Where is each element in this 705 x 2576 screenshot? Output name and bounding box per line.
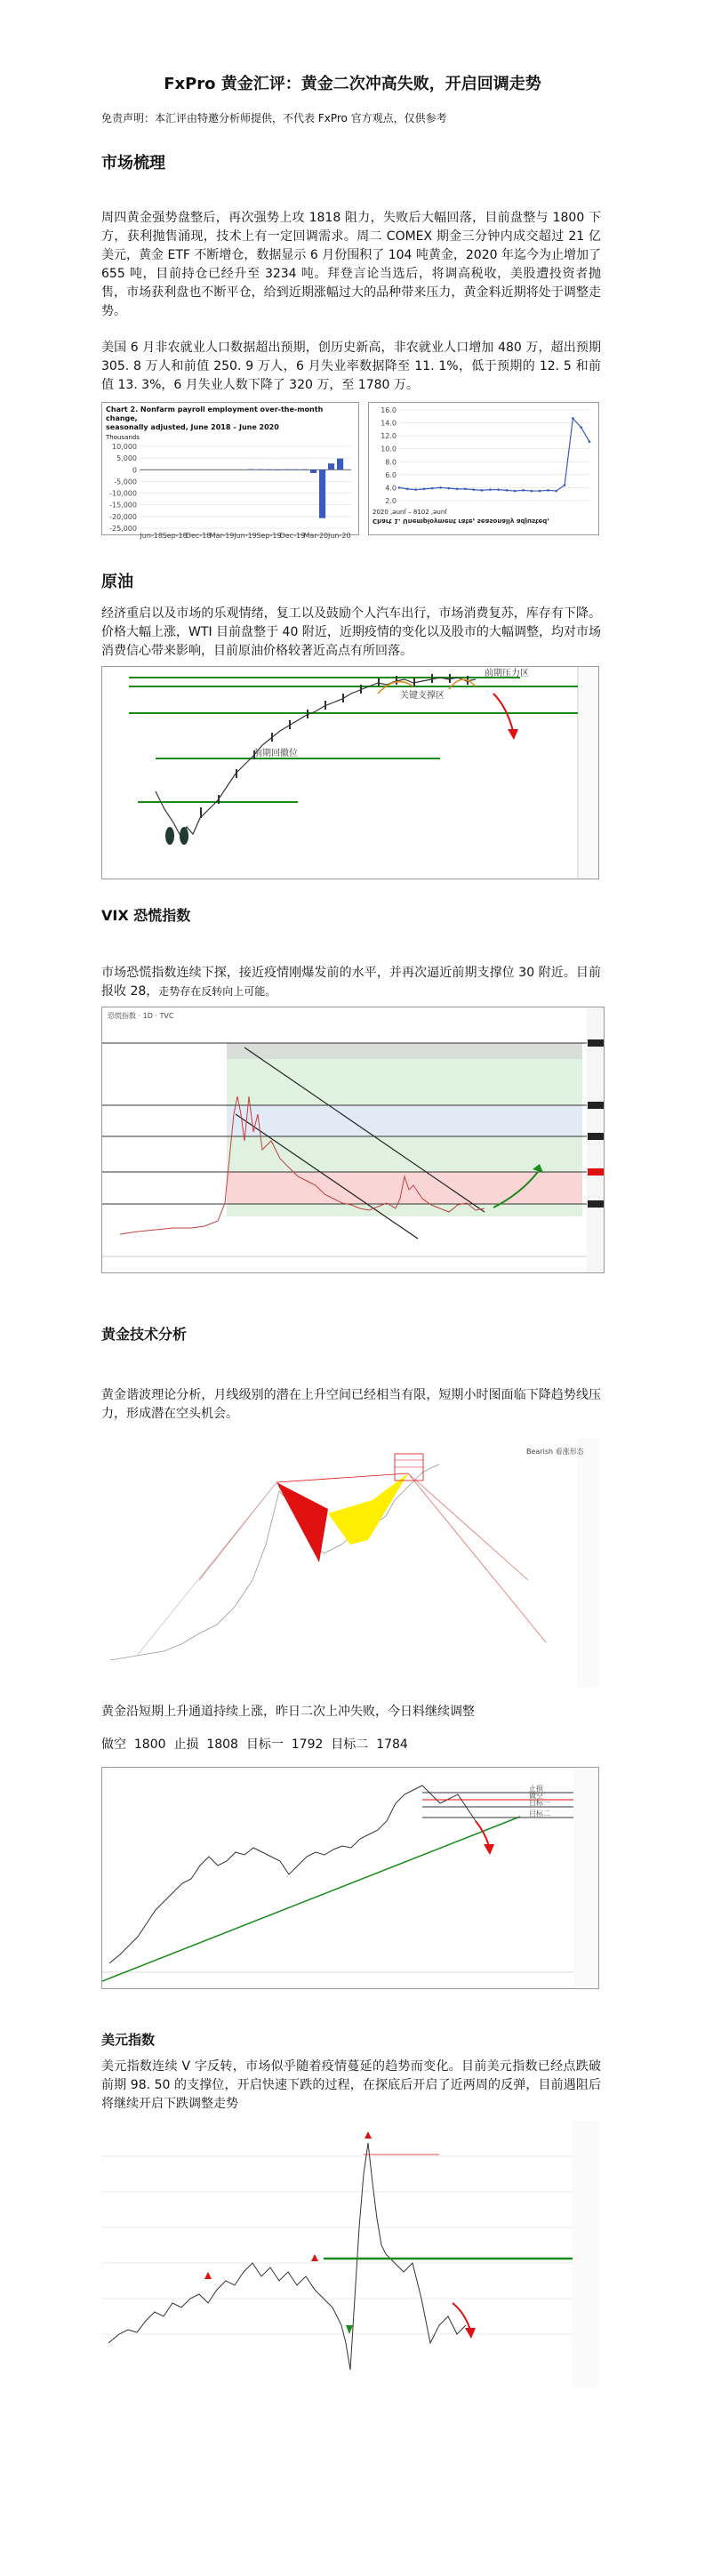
gold-target1-label: 目标一 [529,1799,550,1807]
unemployment-ytick-label: 10.0 [381,445,397,453]
payroll-xtick-label: Jun-20 [327,532,351,540]
section-heading-oil: 原油 [101,573,133,591]
usd-index-svg [101,2121,599,2387]
gold-pattern-label: Bearish 看涨形态 [526,1448,584,1456]
payroll-charts-row [101,402,599,540]
payroll-bar [266,469,272,470]
unemployment-point [406,488,409,491]
gold-paragraph-1: 黄金谐波理论分析，月线级别的潜在上升空间已经相当有限，短期小时图面临下降趋势线压力，形成潜在空头机会。 [101,1388,601,1421]
unemployment-caption-line2: Chart 1. Unemployment rate, seasonally adjusted, [373,518,549,525]
unemployment-point [580,426,582,429]
article-title: FxPro 黄金汇评：黄金二次冲高失败，开启回调走势 [164,75,541,93]
unemployment-ytick-label: 2.0 [385,497,397,505]
vix-chart-header: 恐慌指数 · 1D · TVC [108,1012,174,1020]
vix-paragraph-tail: 走势存在反转向上可能。 [158,985,276,998]
payroll-xtick-label: Mar-20 [303,532,329,540]
payroll-bar [301,469,308,470]
unemployment-ytick-label: 8.0 [385,458,397,467]
oil-label-mid-support: 前期回撤位 [253,749,298,758]
unemployment-ytick-label: 14.0 [381,419,397,428]
section-heading-usd: 美元指数 [101,2032,156,2048]
payroll-bar [275,469,281,470]
payroll-chart-unit: Thousands [106,434,140,441]
oil-chart [101,666,599,879]
payroll-bar [292,469,299,470]
unemployment-point [555,490,557,493]
payroll-bar [284,469,290,470]
unemployment-point [522,489,525,492]
unemployment-line-svg [369,403,598,508]
vix-paragraph [101,964,601,1001]
payroll-ytick-label: 0 [132,466,137,475]
unemployment-point [398,486,401,489]
unemployment-point [539,490,541,493]
vix-chart [101,1007,605,1273]
payroll-ytick-label: 5,000 [116,454,137,463]
unemployment-point [448,487,451,490]
vix-chart-svg [102,1007,605,1273]
payroll-bar [310,469,316,473]
unemployment-line [399,418,589,491]
section-heading-vix: VIX 恐慌指数 [101,907,191,924]
payroll-xtick-label: Sep-18 [162,532,188,540]
unemployment-caption-line1: 2020 ,ǝunſ – 8102 ,ǝunſ [373,509,447,516]
unemployment-point [564,484,566,486]
gold-target2-label: 目标二 [529,1810,550,1818]
disclaimer: 免责声明：本汇评由特邀分析师提供，不代表 FxPro 官方观点，仅供参考 [101,112,447,124]
gold-trade-plan: 做空 1800 止损 1808 目标一 1792 目标二 1784 [101,1737,408,1752]
payroll-ytick-label: -25,000 [109,525,137,533]
payroll-xtick-label: Jun-19 [234,532,257,540]
oil-label-lower-zone: 关键支撑区 [400,691,445,701]
gold-channel-svg [102,1768,599,1989]
unemployment-line-chart [368,402,599,535]
gold-harmonic-chart [101,1438,599,1687]
payroll-chart-title-line2: seasonally adjusted, June 2018 – June 2020 [106,423,279,431]
payroll-bar-chart [101,402,359,540]
unemployment-point [464,488,467,491]
unemployment-point [423,488,426,491]
payroll-xtick-label: Dec-18 [185,532,212,540]
oil-chart-svg [102,667,599,879]
unemployment-ytick-label: 6.0 [385,470,397,479]
payroll-bar [248,469,254,470]
unemployment-point [514,490,517,493]
vix-paragraph-main: 市场恐慌指数连续下探，接近疫情刚爆发前的水平，并再次逼近前期支撑位 30 附近。目前报收 28， [101,966,601,999]
payroll-xtick-label: Dec-19 [279,532,306,540]
unemployment-point [572,417,574,420]
unemployment-ytick-label: 4.0 [385,484,397,493]
unemployment-point [489,488,492,491]
payroll-chart-title-line1: Chart 2. Nonfarm payroll employment over-the-month change, [106,405,324,422]
unemployment-ytick-label: 12.0 [381,432,397,441]
unemployment-point [414,488,417,491]
section-heading-gold: 黄金技术分析 [101,1326,188,1343]
unemployment-point [531,490,533,493]
oil-label-upper-zone: 前期压力区 [485,669,529,678]
gold-stop-label: 止损 [529,1785,543,1793]
payroll-bar [337,459,343,470]
unemployment-flipped-group [381,406,590,505]
unemployment-point [472,488,475,491]
oil-paragraph: 经济重启以及市场的乐观情绪，复工以及鼓励个人汽车出行，市场消费复苏，库存有下降。价格大幅上涨，WTI 目前盘整于 40 附近，近期疫情的变化以及股市的大幅调整，均对市场消费信心带来影响，目前原油价格较著近高点有所回落。 [101,606,601,658]
unemployment-point [589,440,591,443]
unemployment-point [547,489,549,492]
payroll-bar [319,469,325,518]
market-paragraph-1: 周四黄金强势盘整后，再次强势上攻 1818 阻力，失败后大幅回落，目前盘整与 1800 下方，获利抛售涌现，技术上有一定回调需求。周二 COMEX 期金三分钟内成交超过 21 亿美元，黄金 ETF 不断增仓，数据显示 6 月份围积了 104 吨黄金，2020 年迄今为止增加了 655 吨，目前持仓已经升至 3234 吨。拜登言论当选后，将调高税收，美股遭投资者抛售，市场获利盘也不断平仓，给到近期涨幅过大的品种带来压力，黄金料近期将处于调整走势。 [101,211,601,318]
unemployment-point [439,486,442,489]
unemployment-point [497,488,500,491]
usd-paragraph: 美元指数连续 V 字反转，市场似乎随着疫情蔓延的趋势而变化。目前美元指数已经点跌破前期 98. 50 的支撑位，开启快速下跌的过程，在探底后开启了近两周的反弹，目前遇阻后将继续开启下跌调整走势 [101,2059,601,2111]
payroll-xtick-label: Mar-19 [209,532,235,540]
payroll-ytick-label: -10,000 [109,489,137,498]
unemployment-ytick-label: 16.0 [381,406,397,414]
payroll-ytick-label: -15,000 [109,501,137,510]
payroll-bar [328,463,334,469]
payroll-ytick-label: -20,000 [109,512,137,521]
payroll-bar-svg [102,443,358,541]
gold-channel-chart [101,1767,599,1989]
unemployment-point [481,489,484,492]
gold-paragraph-2: 黄金沿短期上升通道持续上涨，昨日二次上冲失败，今日料继续调整 [101,1705,475,1719]
payroll-bar [257,469,263,470]
payroll-xtick-label: Sep-19 [256,532,282,540]
payroll-ytick-label: -5,000 [114,477,137,486]
gold-harmonic-svg [101,1438,599,1687]
payroll-ytick-label: 10,000 [112,443,137,451]
market-paragraph-2: 美国 6 月非农就业人口数据超出预期，创历史新高，非农就业人口增加 480 万，超出预期 305. 8 万人和前值 250. 9 万人，6 月失业率数据降至 11. 1%，低于预期的 12. 5 和前值 13. 3%，6 月失业人数下降了 320 万，至 1780 万。 [101,341,601,392]
payroll-xtick-label: Jun-18 [140,532,164,540]
gold-entry-label: 做空 [529,1792,543,1800]
section-heading-market: 市场梳理 [101,154,165,173]
unemployment-point [456,488,459,491]
unemployment-point [431,487,434,490]
unemployment-point [506,489,509,492]
usd-index-chart [101,2121,599,2387]
